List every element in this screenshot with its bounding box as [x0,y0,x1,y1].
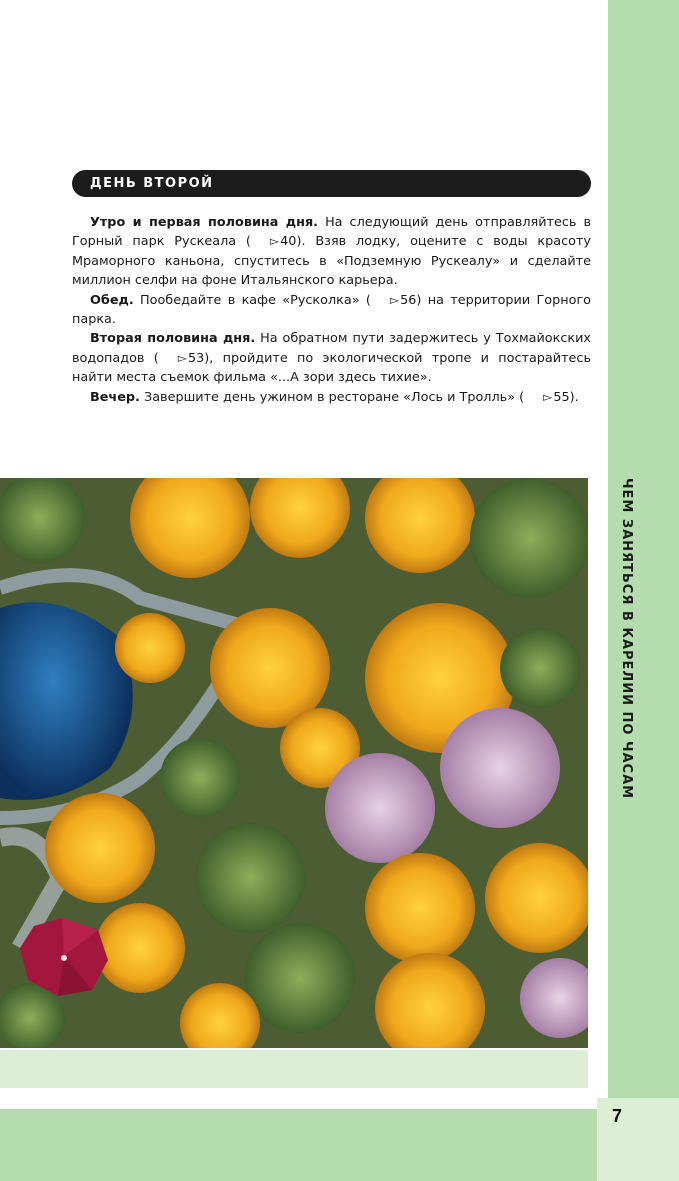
page-ref[interactable]: 56 [400,292,417,308]
page-ref-arrow-icon: ▻ [269,234,280,249]
footer-band [0,1109,597,1181]
paragraph-lead: Обед. [90,292,134,308]
page-ref-arrow-icon: ▻ [177,350,187,365]
section-header-text: ДЕНЬ ВТОРОЙ [90,176,214,191]
paragraph-morning: Утро и первая половина дня. На следующий день отправляйтесь в Горный парк Рускеала ( ▻40). Взяв лодку, оцените с воды красоту Мраморного каньона, спуститесь в «Подземную Рускеалу» и сделайте миллион селфи на фоне Итальянского карьера. [72,215,591,289]
itinerary-text [72,213,591,407]
caption-band [0,1050,588,1088]
paragraph-evening: Вечер. Завершите день ужином в ресторане «Лось и Тролль» ( ▻55). [72,388,591,407]
aerial-forest-photo [0,478,588,1048]
page-ref-arrow-icon: ▻ [389,292,400,307]
page-ref[interactable]: 55 [553,389,570,405]
paragraph-lunch: Обед. Пообедайте в кафе «Русколка» ( ▻56) на территории Горного парка. [72,292,592,328]
forest-illustration [0,478,588,1048]
paragraph-lead: Утро и первая половина дня. [90,215,319,230]
section-header [72,170,591,197]
paragraph-afternoon: Вторая половина дня. На обратном пути задержитесь у Тохмайокских водопадов ( ▻53), пройдите по экологической тропе и постарайтесь найти места съемок фильма «...А зори здесь тихие». [72,331,591,386]
paragraph-lead: Вторая половина дня. [90,331,256,347]
page-ref[interactable]: 53 [187,350,205,366]
paragraph-lead: Вечер. [90,389,140,405]
page-ref-arrow-icon: ▻ [543,389,553,404]
page-ref[interactable]: 40 [280,234,297,250]
page-number: 7 [612,1106,623,1126]
page-number-box [597,1098,679,1181]
chapter-title: ЧЕМ ЗАНЯТЬСЯ В КАРЕЛИИ ПО ЧАСАМ [619,478,634,800]
